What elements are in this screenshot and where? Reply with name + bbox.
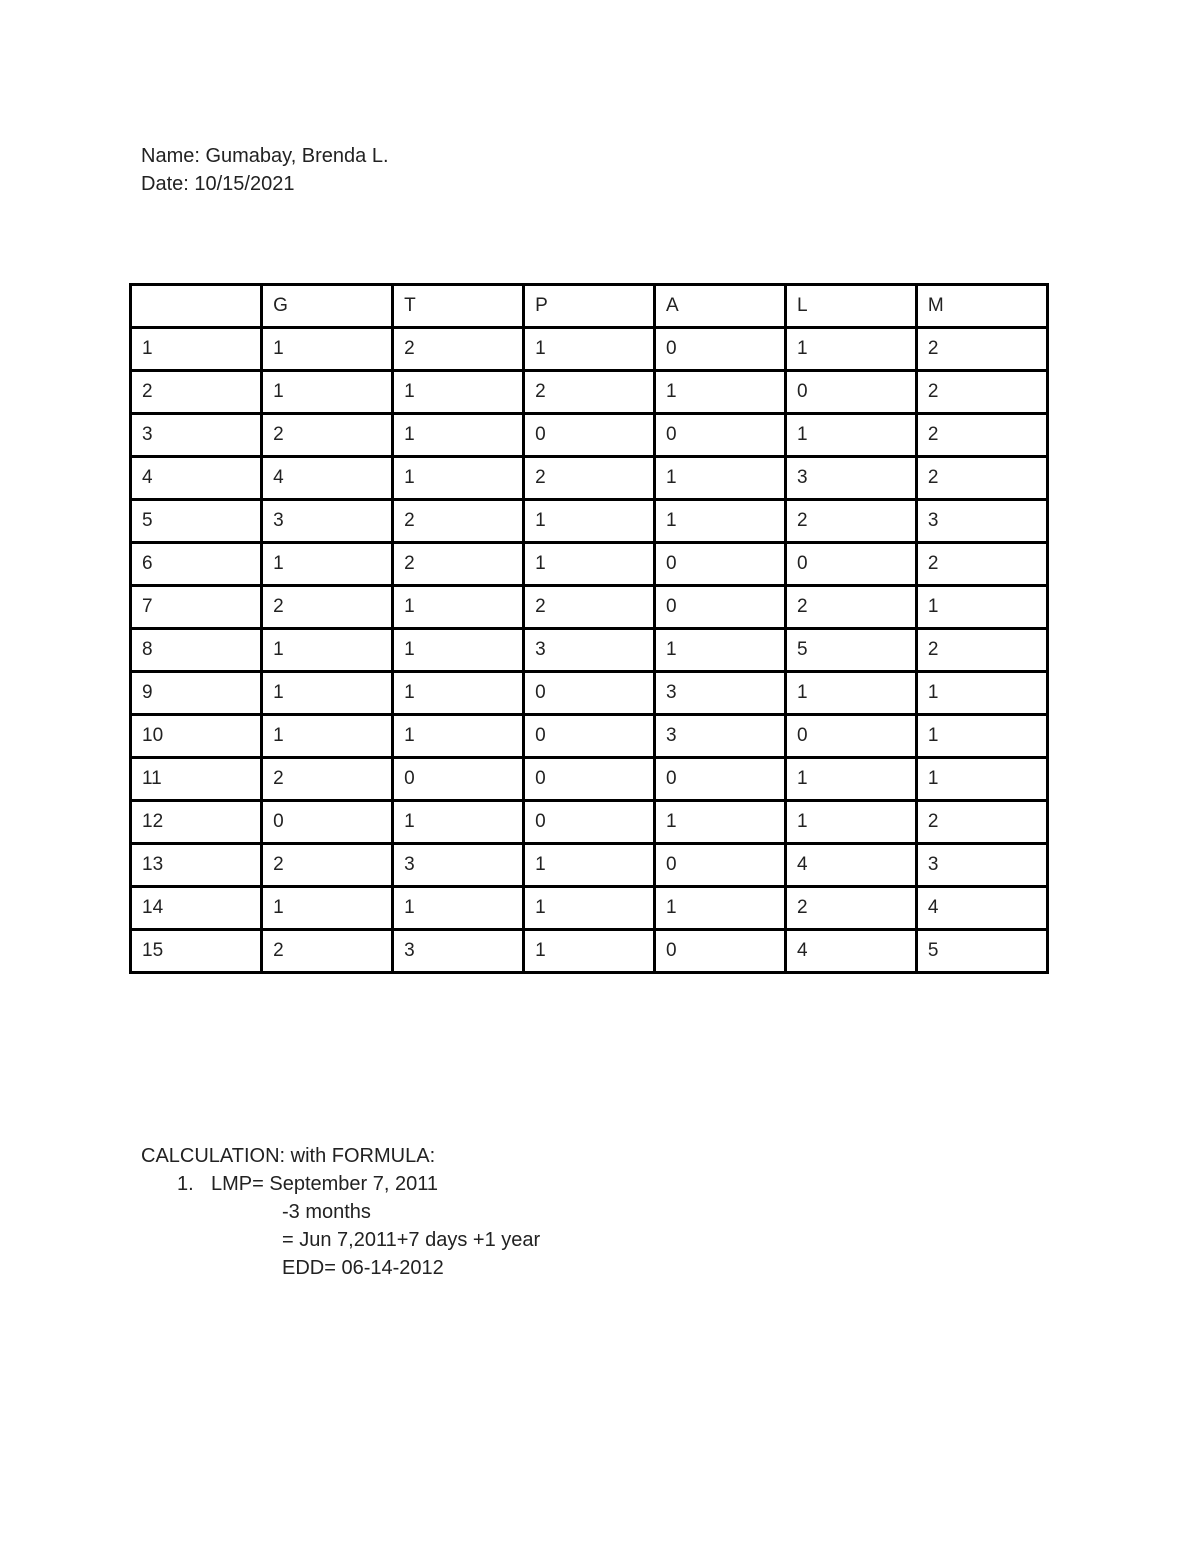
table-cell: 2	[393, 328, 524, 371]
table-cell: 3	[262, 500, 393, 543]
table-cell: 1	[393, 629, 524, 672]
table-cell: 1	[655, 887, 786, 930]
table-cell: 1	[655, 801, 786, 844]
table-cell: 4	[786, 930, 917, 973]
table-cell: 1	[524, 930, 655, 973]
row-label-cell: 1	[131, 328, 262, 371]
table-cell: 1	[655, 457, 786, 500]
table-cell: 1	[655, 629, 786, 672]
row-label-cell: 6	[131, 543, 262, 586]
table-cell: 1	[655, 500, 786, 543]
table-cell: 2	[916, 328, 1047, 371]
table-row	[131, 328, 1048, 371]
table-cell: 1	[524, 500, 655, 543]
table-cell: 3	[916, 844, 1047, 887]
table-cell: 1	[393, 371, 524, 414]
table-header-row	[131, 285, 1048, 328]
table-cell: 1	[262, 543, 393, 586]
table-row	[131, 801, 1048, 844]
table-cell: 1	[786, 801, 917, 844]
table-cell: 1	[524, 543, 655, 586]
calculation-step: = Jun 7,2011+7 days +1 year	[282, 1229, 541, 1251]
table-cell: 2	[916, 629, 1047, 672]
calculation-section	[141, 1142, 540, 1282]
header-cell: G	[262, 285, 393, 328]
table-cell: 0	[393, 758, 524, 801]
edd-result: EDD= 06-14-2012	[282, 1257, 444, 1279]
table-cell: 3	[524, 629, 655, 672]
table-cell: 3	[655, 715, 786, 758]
table-row	[131, 371, 1048, 414]
table-body	[131, 285, 1048, 973]
header-cell	[131, 285, 262, 328]
table-cell: 1	[916, 715, 1047, 758]
row-label-cell: 2	[131, 371, 262, 414]
document-header	[141, 142, 389, 198]
table-cell: 5	[786, 629, 917, 672]
table-cell: 1	[393, 887, 524, 930]
table-cell: 0	[524, 715, 655, 758]
table-row	[131, 672, 1048, 715]
table-cell: 1	[393, 414, 524, 457]
table-cell: 1	[262, 328, 393, 371]
table-cell: 1	[262, 887, 393, 930]
table-cell: 2	[916, 801, 1047, 844]
row-label-cell: 15	[131, 930, 262, 973]
row-label-cell: 5	[131, 500, 262, 543]
table-cell: 1	[262, 629, 393, 672]
gtpalm-table	[129, 283, 1049, 974]
name-line: Name: Gumabay, Brenda L.	[141, 145, 389, 167]
lmp-line: LMP= September 7, 2011	[211, 1173, 438, 1195]
list-number: 1.	[177, 1173, 194, 1195]
table-cell: 2	[786, 500, 917, 543]
calculation-item	[177, 1170, 540, 1198]
header-cell: L	[786, 285, 917, 328]
table-cell: 0	[655, 844, 786, 887]
row-label-cell: 12	[131, 801, 262, 844]
table-cell: 1	[262, 715, 393, 758]
table-cell: 0	[524, 672, 655, 715]
table-cell: 2	[916, 414, 1047, 457]
table-row	[131, 457, 1048, 500]
table-cell: 2	[262, 758, 393, 801]
table-cell: 1	[786, 328, 917, 371]
table-cell: 3	[786, 457, 917, 500]
table-cell: 1	[786, 414, 917, 457]
table-cell: 1	[916, 672, 1047, 715]
calculation-heading: CALCULATION: with FORMULA:	[141, 1145, 436, 1167]
header-cell: T	[393, 285, 524, 328]
table-row	[131, 543, 1048, 586]
table-cell: 1	[393, 457, 524, 500]
table-cell: 0	[655, 328, 786, 371]
table-cell: 1	[916, 586, 1047, 629]
table-cell: 1	[262, 672, 393, 715]
table-cell: 2	[262, 414, 393, 457]
row-label-cell: 4	[131, 457, 262, 500]
table-cell: 0	[655, 543, 786, 586]
table-cell: 2	[393, 543, 524, 586]
table-cell: 0	[786, 371, 917, 414]
table-cell: 2	[786, 586, 917, 629]
row-label-cell: 14	[131, 887, 262, 930]
table-cell: 1	[393, 801, 524, 844]
table-row	[131, 758, 1048, 801]
table-cell: 4	[262, 457, 393, 500]
table-cell: 0	[655, 586, 786, 629]
table-cell: 2	[916, 543, 1047, 586]
table-row	[131, 414, 1048, 457]
table-cell: 3	[916, 500, 1047, 543]
header-cell: P	[524, 285, 655, 328]
table-row	[131, 500, 1048, 543]
table-cell: 2	[916, 457, 1047, 500]
table-row	[131, 844, 1048, 887]
table-cell: 2	[262, 930, 393, 973]
table-cell: 2	[262, 844, 393, 887]
table-cell: 0	[655, 414, 786, 457]
table-row	[131, 586, 1048, 629]
header-cell: M	[916, 285, 1047, 328]
table-cell: 1	[524, 887, 655, 930]
table-cell: 1	[393, 672, 524, 715]
table-cell: 0	[655, 930, 786, 973]
row-label-cell: 8	[131, 629, 262, 672]
table-row	[131, 715, 1048, 758]
table-cell: 2	[262, 586, 393, 629]
table-row	[131, 629, 1048, 672]
table-cell: 0	[786, 543, 917, 586]
table-cell: 1	[524, 328, 655, 371]
table-cell: 1	[655, 371, 786, 414]
table-cell: 4	[916, 887, 1047, 930]
table-cell: 3	[655, 672, 786, 715]
row-label-cell: 10	[131, 715, 262, 758]
table-cell: 1	[393, 715, 524, 758]
table-cell: 2	[393, 500, 524, 543]
table-cell: 3	[393, 844, 524, 887]
table-cell: 0	[524, 758, 655, 801]
table-row	[131, 930, 1048, 973]
table-cell: 1	[786, 672, 917, 715]
table-cell: 2	[524, 457, 655, 500]
table-cell: 1	[262, 371, 393, 414]
table-row	[131, 887, 1048, 930]
table-cell: 2	[524, 586, 655, 629]
date-line: Date: 10/15/2021	[141, 173, 295, 195]
row-label-cell: 7	[131, 586, 262, 629]
row-label-cell: 11	[131, 758, 262, 801]
table-cell: 1	[524, 844, 655, 887]
table-cell: 5	[916, 930, 1047, 973]
row-label-cell: 13	[131, 844, 262, 887]
table-cell: 2	[786, 887, 917, 930]
table-cell: 0	[524, 414, 655, 457]
table-cell: 1	[393, 586, 524, 629]
table-cell: 0	[655, 758, 786, 801]
header-cell: A	[655, 285, 786, 328]
table-cell: 2	[916, 371, 1047, 414]
calculation-step: -3 months	[282, 1201, 371, 1223]
row-label-cell: 9	[131, 672, 262, 715]
row-label-cell: 3	[131, 414, 262, 457]
table-cell: 0	[524, 801, 655, 844]
table-cell: 4	[786, 844, 917, 887]
table-cell: 3	[393, 930, 524, 973]
table-cell: 1	[916, 758, 1047, 801]
table-cell: 1	[786, 758, 917, 801]
table-cell: 2	[524, 371, 655, 414]
table-cell: 0	[786, 715, 917, 758]
table-cell: 0	[262, 801, 393, 844]
